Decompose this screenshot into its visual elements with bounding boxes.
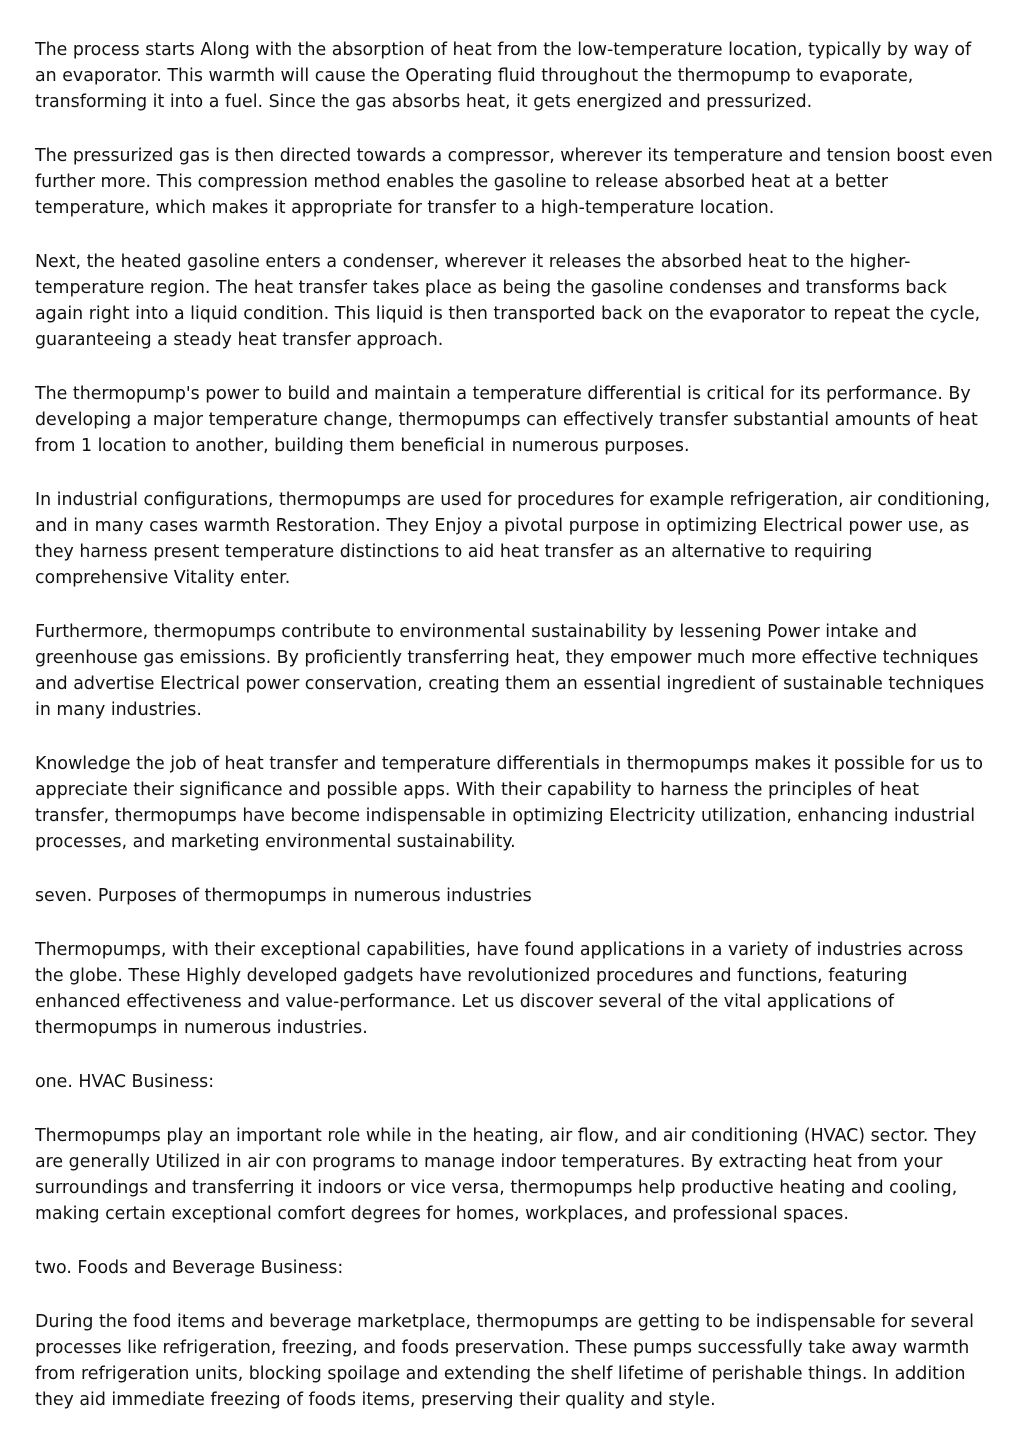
subsection-heading-hvac: one. HVAC Business: <box>35 1072 215 1092</box>
paragraph-condensation: Next, the heated gasoline enters a condenser, wherever it releases the absorbed heat to the higher-temperature region. The heat transfer takes place as being the gasoline condenses and transforms back again right into a liquid condition. This liquid is then transported back on the evaporator to repeat the cycle, guaranteeing a steady heat transfer approach. <box>35 252 981 350</box>
paragraph-industrial-configurations: In industrial configurations, thermopumps are used for procedures for example refrigeration, air conditioning, and in many cases warmth Restoration. They Enjoy a pivotal purpose in optimizing Electrical power use, as they harness present temperature distinctions to aid heat transfer as an alternative to requiring comprehensive Vitality enter. <box>35 490 991 588</box>
section-intro: Thermopumps, with their exceptional capabilities, have found applications in a variety of industries across the globe. These Highly developed gadgets have revolutionized procedures and functions, featuring enhanced effectiveness and value-performance. Let us discover several of the vital applications of thermopumps in numerous industries. <box>35 940 964 1038</box>
section-heading: seven. Purposes of thermopumps in numerous industries <box>35 886 532 906</box>
subsection-body-hvac: Thermopumps play an important role while in the heating, air flow, and air conditioning (HVAC) sector. They are generally Utilized in air con programs to manage indoor temperatures. By extracting heat from your surroundings and transferring it indoors or vice versa, thermopumps help productive heating and cooling, making certain exceptional comfort degrees for homes, workplaces, and professional spaces. <box>35 1126 977 1224</box>
subsection-heading-food-beverage: two. Foods and Beverage Business: <box>35 1258 344 1278</box>
subsection-body-food-beverage: During the food items and beverage marketplace, thermopumps are getting to be indispensable for several processes like refrigeration, freezing, and foods preservation. These pumps successfully take away warmth from refrigeration units, blocking spoilage and extending the shelf lifetime of perishable things. In addition they aid immediate freezing of foods items, preserving their quality and style. <box>35 1312 974 1410</box>
paragraph-compression: The pressurized gas is then directed towards a compressor, wherever its temperature and tension boost even further more. This compression method enables the gasoline to release absorbed heat at a better temperature, which makes it appropriate for transfer to a high-temperature location. <box>35 146 993 218</box>
paragraph-temperature-differential: The thermopump's power to build and maintain a temperature differential is critical for its performance. By developing a major temperature change, thermopumps can effectively transfer substantial amounts of heat from 1 location to another, building them beneficial in numerous purposes. <box>35 384 978 456</box>
paragraph-knowledge: Knowledge the job of heat transfer and temperature differentials in thermopumps makes it possible for us to appreciate their significance and possible apps. With their capability to harness the principles of heat transfer, thermopumps have become indispensable in optimizing Electricity utilization, enhancing industrial processes, and marketing environmental sustainability. <box>35 754 984 852</box>
document-page <box>35 37 995 1441</box>
paragraph-sustainability: Furthermore, thermopumps contribute to environmental sustainability by lessening Power intake and greenhouse gas emissions. By proficiently transferring heat, they empower much more effective techniques and advertise Electrical power conservation, creating them an essential ingredient of sustainable techniques in many industries. <box>35 622 985 720</box>
paragraph-evaporation: The process starts Along with the absorption of heat from the low-temperature location, typically by way of an evaporator. This warmth will cause the Operating fluid throughout the thermopump to evaporate, transforming it into a fuel. Since the gas absorbs heat, it gets energized and pressurized. <box>35 40 972 112</box>
